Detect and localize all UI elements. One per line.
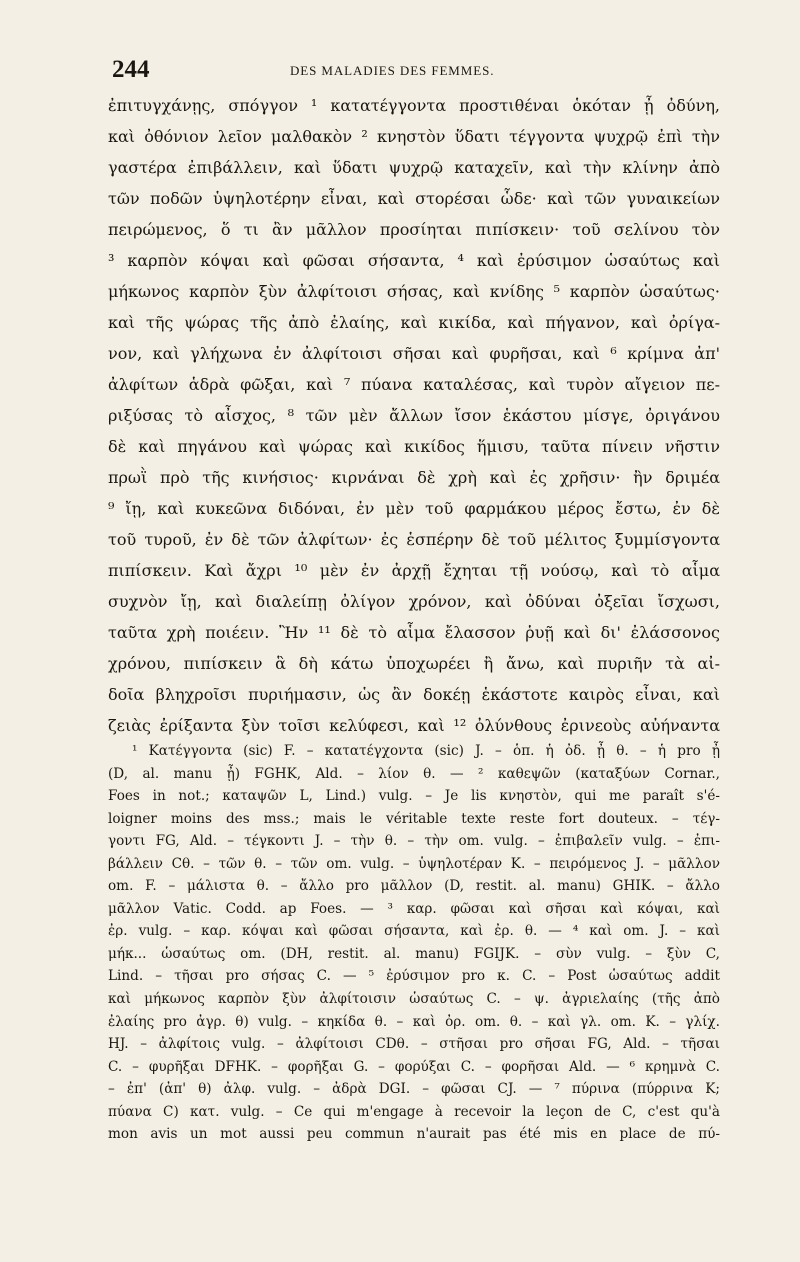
footnote-line: ἐλαίης pro ἀγρ. θ) vulg. – κηκίδα θ. – καὶ ὀρ. om. θ. – καὶ γλ. om. K. – γλίχ.	[108, 1013, 720, 1030]
page-header	[112, 56, 712, 86]
text-line: γαστέρα ἐπιβάλλειν, καὶ ὕδατι ψυχρῷ καταχεῖν, καὶ τὴν κλίνην ἀπὸ	[108, 158, 720, 177]
footnote-line: C. – φυρῆξαι DFHK. – φορῆξαι G. – φορύξαι C. – φορῆσαι Ald. — ⁶ κρημνὰ C.	[108, 1058, 720, 1075]
footnote-line: καὶ μήκωνος καρπὸν ξὺν ἀλφίτοισιν ὡσαύτως C. – ψ. ἀγριελαίης (τῆς ἀπὸ	[108, 991, 720, 1008]
text-line: πρωῒ πρὸ τῆς κινήσιος· κιρνάναι δὲ χρὴ καὶ ἐς χρῆσιν· ἢν δριμέα	[108, 468, 720, 487]
footnote-line: μᾶλλον Vatic. Codd. ap Foes. — ³ καρ. φῶσαι καὶ σῆσαι καὶ κόψαι, καὶ	[108, 900, 720, 917]
text-line: ἐπιτυγχάνῃς, σπόγγον ¹ κατατέγγοντα προστιθέναι ὁκόταν ᾖ ὀδύνη,	[108, 96, 720, 115]
running-head: DES MALADIES DES FEMMES.	[290, 63, 495, 78]
text-line: ⁹ ἴῃ, καὶ κυκεῶνα διδόναι, ἐν μὲν τοῦ φαρμάκου μέρος ἔστω, ἐν δὲ	[108, 499, 720, 518]
text-line: καὶ ὀθόνιον λεῖον μαλθακὸν ² κνηστὸν ὕδατι τέγγοντα ψυχρῷ ἐπὶ τὴν	[108, 127, 720, 146]
footnote-line: – ἐπ' (ἀπ' θ) ἀλφ. vulg. – ἀδρὰ DGI. – φῶσαι CJ. — ⁷ πύρινα (πύρρινα K;	[108, 1081, 720, 1098]
text-line: μήκωνος καρπὸν ξὺν ἀλφίτοισι σήσας, καὶ κνίδης ⁵ καρπὸν ὡσαύτως·	[108, 282, 720, 301]
text-line: συχνὸν ἴῃ, καὶ διαλείπῃ ὀλίγον χρόνον, καὶ ὀδύναι ὀξεῖαι ἴσχωσι,	[108, 592, 720, 611]
text-line: ἀλφίτων ἁδρὰ φῶξαι, καὶ ⁷ πύανα καταλέσας, καὶ τυρὸν αἴγειον πε-	[108, 375, 720, 394]
footnote-line: HJ. – ἀλφίτοις vulg. – ἀλφίτοισι CDθ. – στῆσαι pro σῆσαι FG, Ald. – τῆσαι	[108, 1036, 720, 1053]
footnote-line: loigner moins des mss.; mais le véritable texte reste fort douteux. – τέγ-	[108, 810, 720, 827]
text-line: πειρώμενος, ὅ τι ἂν μᾶλλον προσίηται πιπίσκειν· τοῦ σελίνου τὸν	[108, 220, 720, 239]
text-line: δὲ καὶ πηγάνου καὶ ψώρας καὶ κικίδος ἥμισυ, ταῦτα πίνειν νῆστιν	[108, 437, 720, 456]
footnote-line: Foes in not.; καταψῶν L, Lind.) vulg. – Je lis κνηστὸν, qui me paraît s'é-	[108, 788, 720, 805]
footnote-line: μήκ... ὡσαύτως om. (DH, restit. al. manu) FGIJK. – σὺν vulg. – ξὺν C,	[108, 945, 720, 962]
text-line: τοῦ τυροῦ, ἐν δὲ τῶν ἀλφίτων· ἐς ἑσπέρην δὲ τοῦ μέλιτος ξυμμίσγοντα	[108, 530, 720, 549]
footnotes	[108, 740, 720, 1146]
footnote-line: γοντι FG, Ald. – τέγκοντι J. – τὴν θ. – τὴν om. vulg. – ἐπιβαλεῖν vulg. – ἐπι-	[108, 833, 720, 850]
text-line: ριξύσας τὸ αἶσχος, ⁸ τῶν μὲν ἄλλων ἴσον ἑκάστου μίσγε, ὀριγάνου	[108, 406, 720, 425]
text-line: χρόνου, πιπίσκειν ἃ δὴ κάτω ὑποχωρέει ἢ ἄνω, καὶ πυριῆν τὰ αἰ-	[108, 654, 720, 673]
text-line: νον, καὶ γλήχωνα ἐν ἀλφίτοισι σῆσαι καὶ φυρῆσαι, καὶ ⁶ κρίμνα ἀπ'	[108, 344, 720, 363]
greek-main-text	[108, 90, 720, 741]
footnote-line: πύανα C) κατ. vulg. – Ce qui m'engage à recevoir la leçon de C, c'est qu'à	[108, 1103, 720, 1120]
footnote-line: ἐρ. vulg. – καρ. κόψαι καὶ φῶσαι σήσαντα, καὶ ἐρ. θ. — ⁴ καὶ om. J. – καὶ	[108, 923, 720, 940]
footnote-line: βάλλειν Cθ. – τῶν θ. – τῶν om. vulg. – ὑψηλοτέραν K. – πειρόμενος J. – μᾶλλον	[108, 855, 720, 872]
text-line: ταῦτα χρὴ ποιέειν. Ἢν ¹¹ δὲ τὸ αἷμα ἔλασσον ῥυῇ καὶ δι' ἐλάσσονος	[108, 623, 720, 642]
text-line: ζειὰς ἐρίξαντα ξὺν τοῖσι κελύφεσι, καὶ ¹² ὀλύνθους ἐρινεοὺς αὐήναντα	[108, 716, 720, 735]
text-line: τῶν ποδῶν ὑψηλοτέρην εἶναι, καὶ στορέσαι ὧδε· καὶ τῶν γυναικείων	[108, 189, 720, 208]
footnote-line: (D, al. manu ᾖ) FGHK, Ald. – λίον θ. — ² καθεψῶν (καταξύων Cornar.,	[108, 765, 720, 782]
text-line: πιπίσκειν. Καὶ ἄχρι ¹⁰ μὲν ἐν ἀρχῇ ἔχηται τῇ νούσῳ, καὶ τὸ αἷμα	[108, 561, 720, 580]
text-line: δοῖα βληχροῖσι πυριήμασιν, ὡς ἂν δοκέῃ ἑκάστοτε καιρὸς εἶναι, καὶ	[108, 685, 720, 704]
footnote-line: om. F. – μάλιστα θ. – ἄλλο pro μᾶλλον (D, restit. al. manu) GHIK. – ἄλλο	[108, 878, 720, 895]
footnote-line: mon avis un mot aussi peu commun n'aurait pas été mis en place de πύ-	[108, 1126, 720, 1143]
text-line: ³ καρπὸν κόψαι καὶ φῶσαι σήσαντα, ⁴ καὶ ἐρύσιμον ὡσαύτως καὶ	[108, 251, 720, 270]
text-line: καὶ τῆς ψώρας τῆς ἀπὸ ἐλαίης, καὶ κικίδα, καὶ πήγανον, καὶ ὀρίγα-	[108, 313, 720, 332]
page-number: 244	[112, 56, 150, 83]
footnote-line: ¹ Κατέγγοντα (sic) F. – κατατέγχοντα (sic) J. – ὁπ. ἡ ὀδ. ᾖ θ. – ἡ pro ᾖ	[132, 743, 720, 759]
footnote-line: Lind. – τῆσαι pro σήσας C. — ⁵ ἐρύσιμον pro κ. C. – Post ὡσαύτως addit	[108, 968, 720, 985]
